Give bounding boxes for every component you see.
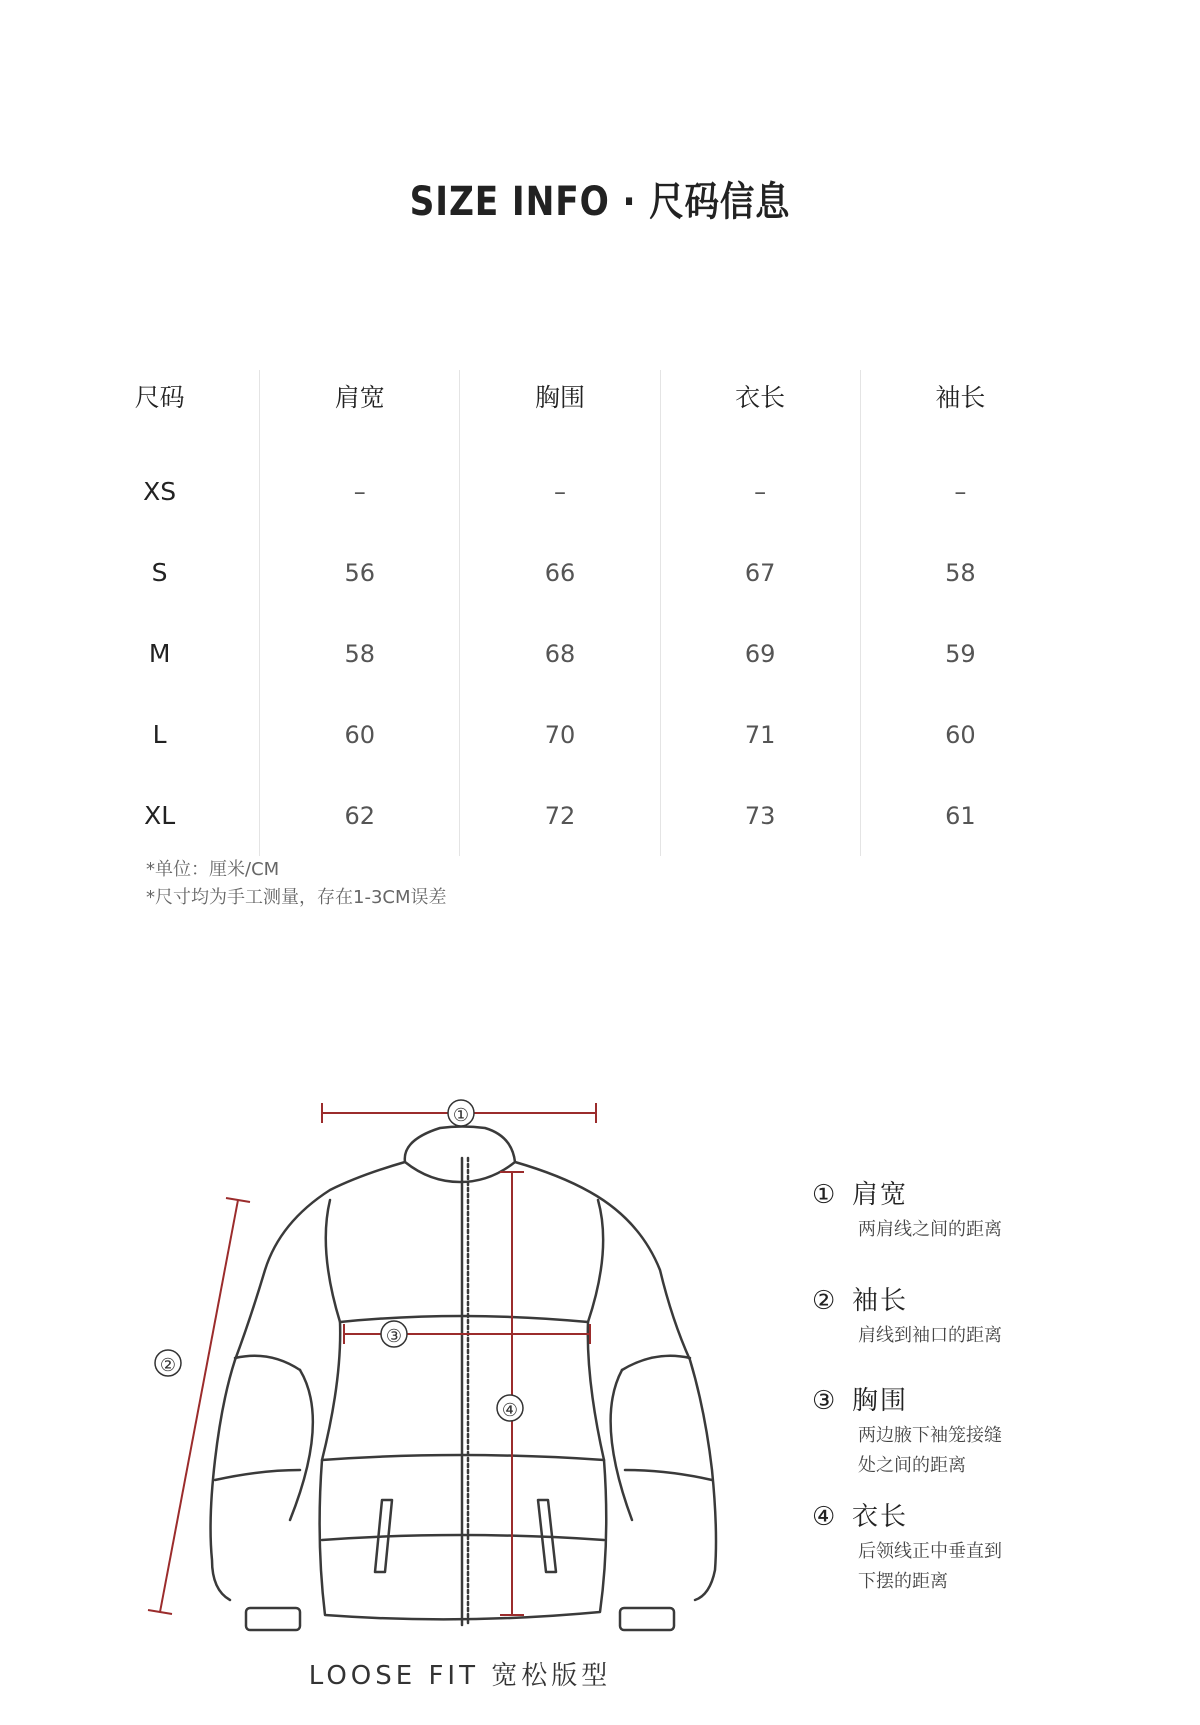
header-length: 衣长 <box>660 370 860 451</box>
legend-name: 胸围 <box>852 1386 909 1416</box>
legend-name: 衣长 <box>852 1502 909 1532</box>
table-row <box>60 451 1060 532</box>
header-size: 尺码 <box>134 383 185 412</box>
legend-number: ③ <box>812 1386 838 1416</box>
notes <box>146 856 447 912</box>
table-cell: – <box>860 451 1060 532</box>
table-cell: 71 <box>660 694 860 775</box>
table-cell: M <box>148 639 171 668</box>
legend-desc: 两肩线之间的距离 <box>858 1219 1002 1240</box>
legend-number: ① <box>812 1180 838 1210</box>
header-sleeve: 袖长 <box>860 370 1060 451</box>
table-cell: 61 <box>860 775 1060 856</box>
legend-desc-line: 两边腋下袖笼接缝 <box>858 1425 1002 1446</box>
legend-desc-line: 处之间的距离 <box>858 1455 966 1476</box>
marker-3: ③ <box>385 1326 403 1347</box>
legend-item <box>812 1280 1072 1351</box>
table-cell: XL <box>144 801 176 830</box>
table-cell: – <box>660 451 860 532</box>
legend-item <box>812 1496 1072 1597</box>
header-chest: 胸围 <box>460 370 660 451</box>
marker-1: ① <box>452 1105 470 1126</box>
legend-number: ② <box>812 1286 838 1316</box>
table-cell: 62 <box>260 775 460 856</box>
table-cell: 70 <box>460 694 660 775</box>
table-row <box>60 775 1060 856</box>
table-cell: 69 <box>660 613 860 694</box>
fit-caption: LOOSE FIT 宽松版型 <box>308 1661 612 1691</box>
table-header-row <box>60 370 1060 451</box>
table-cell: L <box>152 720 167 749</box>
table-cell: XS <box>143 477 177 506</box>
table-cell: – <box>460 451 660 532</box>
header-shoulder: 肩宽 <box>260 370 460 451</box>
table-row <box>60 694 1060 775</box>
table-cell: – <box>260 451 460 532</box>
marker-4: ④ <box>501 1400 519 1421</box>
table-cell: 72 <box>460 775 660 856</box>
table-cell: 60 <box>260 694 460 775</box>
legend-item <box>812 1174 1072 1245</box>
size-table <box>60 370 1060 856</box>
page-title: SIZE INFO · 尺码信息 <box>409 179 791 225</box>
legend-name: 肩宽 <box>852 1180 909 1210</box>
jacket-diagram <box>0 1080 760 1660</box>
table-cell: 60 <box>860 694 1060 775</box>
legend-desc-line: 下摆的距离 <box>858 1571 948 1592</box>
legend-number: ④ <box>812 1502 838 1532</box>
marker-2: ② <box>159 1355 177 1376</box>
table-cell: 67 <box>660 532 860 613</box>
legend-desc: 肩线到袖口的距离 <box>858 1325 1002 1346</box>
legend-desc-line: 后领线正中垂直到 <box>858 1541 1002 1562</box>
legend-item <box>812 1380 1072 1481</box>
legend-name: 袖长 <box>852 1286 909 1316</box>
table-cell: S <box>151 558 168 587</box>
table-cell: 56 <box>260 532 460 613</box>
legend-desc <box>858 1421 1072 1481</box>
table-cell: 66 <box>460 532 660 613</box>
legend-desc <box>858 1537 1072 1597</box>
unit-note: *单位：厘米/CM <box>146 859 280 880</box>
tolerance-note: *尺寸均为手工测量，存在1-3CM误差 <box>146 887 447 908</box>
jacket-outline-icon <box>211 1127 716 1631</box>
table-cell: 58 <box>260 613 460 694</box>
table-row <box>60 613 1060 694</box>
table-cell: 68 <box>460 613 660 694</box>
table-cell: 58 <box>860 532 1060 613</box>
table-cell: 73 <box>660 775 860 856</box>
table-row <box>60 532 1060 613</box>
table-cell: 59 <box>860 613 1060 694</box>
